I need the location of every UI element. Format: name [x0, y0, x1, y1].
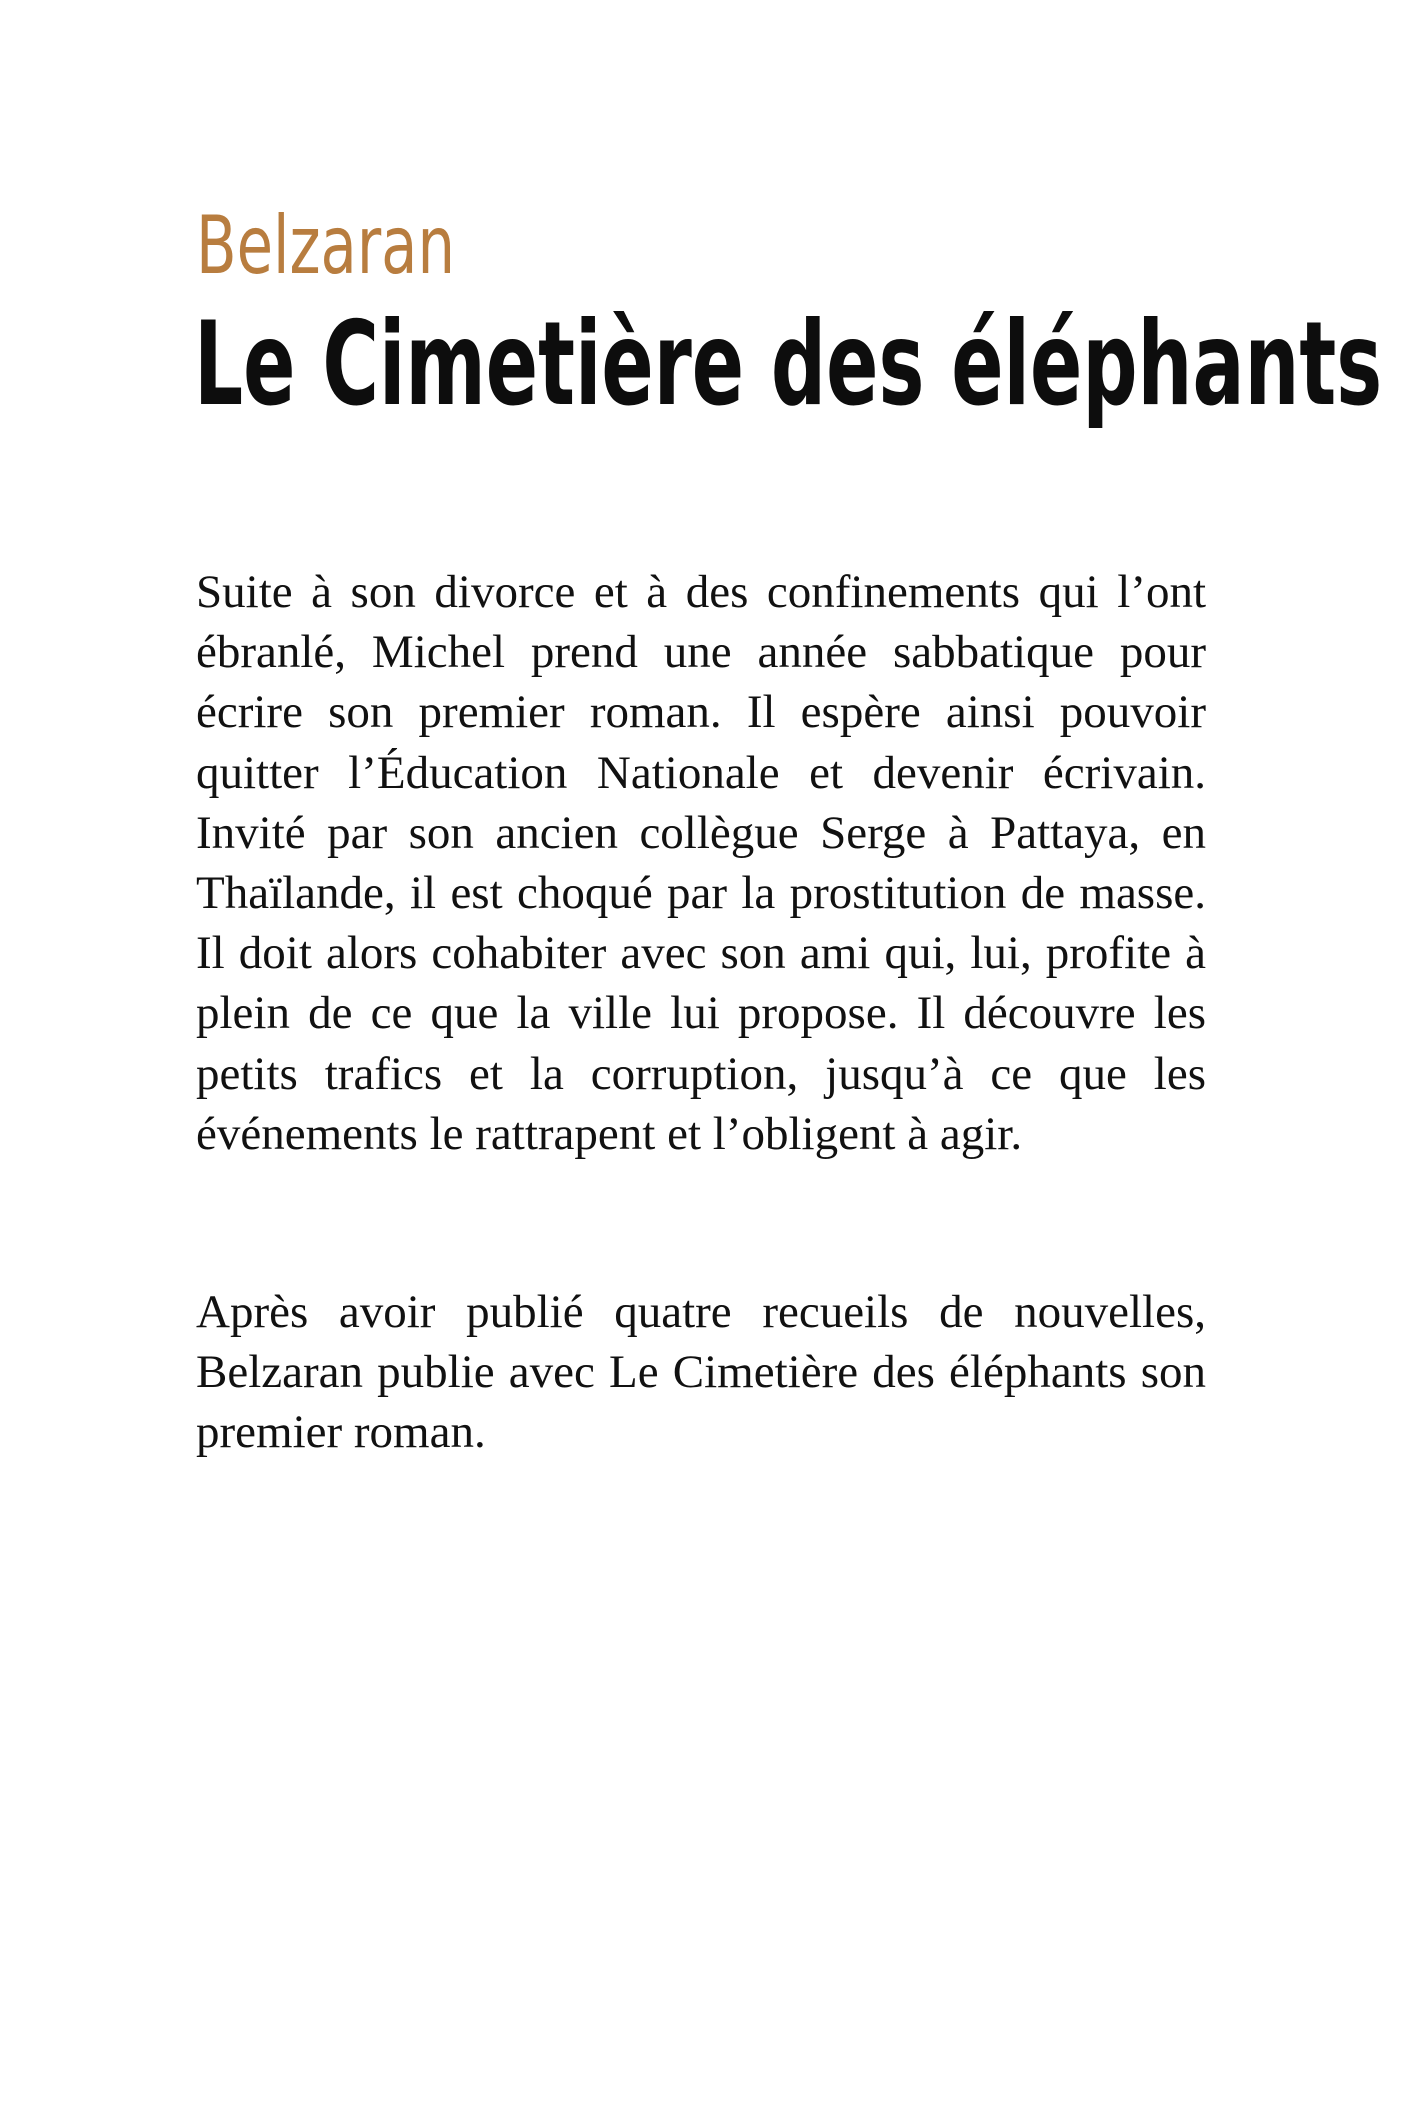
- summary-paragraph: Suite à son divorce et à des confinements qui l’ont ébranlé, Michel prend une année sabbatique pour écrire son premier roman. Il espère ainsi pouvoir quitter l’Éducation Nationale et devenir écrivain. Invité par son ancien collègue Serge à Pattaya, en Thaïlande, il est choqué par la prostitution de masse. Il doit alors cohabiter avec son ami qui, lui, profite à plein de ce que la ville lui propose. Il découvre les petits trafics et la corruption, jusqu’à ce que les événements le rattrapent et l’obligent à agir.: [196, 566, 1206, 1160]
- author-bio-paragraph: Après avoir publié quatre recueils de nouvelles, Belzaran publie avec Le Cimetière des éléphants son premier roman.: [196, 1286, 1206, 1459]
- book-title: Le Cimetière des éléphants: [194, 297, 1383, 432]
- author-name: Belzaran: [196, 199, 455, 292]
- book-summary: [196, 562, 1206, 1164]
